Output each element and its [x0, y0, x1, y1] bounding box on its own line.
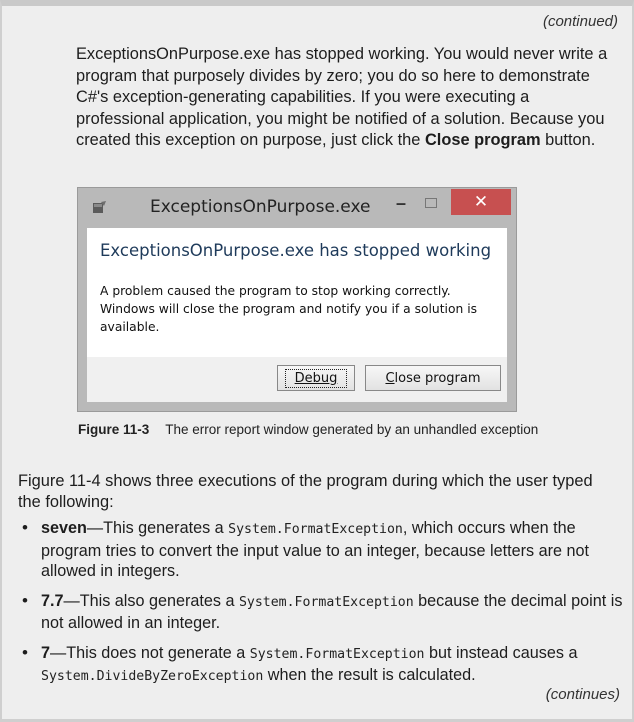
list-item: • 7—This does not generate a System.FormatException but instead causes a System.DivideByZeroException when the result is calculated. [18, 643, 624, 688]
continued-label: (continued) [542, 13, 618, 30]
dialog-title: ExceptionsOnPurpose.exe [150, 197, 371, 217]
intro-bold-text: Close program [424, 131, 541, 149]
dialog-titlebar[interactable] [78, 188, 516, 228]
intro-text: ExceptionsOnPurpose.exe has stopped working. You would never write a program that purposely divides by zero; you do so here to demonstrate C#'s exception-generating capabilities. If you were executing a professional application, you might be notified of a solution. Because you created this exception on purpose, just click the [76, 45, 608, 149]
debug-button[interactable] [277, 365, 355, 391]
figure-number: Figure 11-3 [78, 422, 150, 437]
close-program-button[interactable] [365, 365, 501, 391]
figure-caption-text: The error report window generated by an unhandled exception [165, 422, 539, 437]
close-program-mnemonic: C [385, 370, 395, 386]
bullet-list [18, 518, 624, 697]
list-item: • 7.7—This also generates a System.FormatException because the decimal point is not allowed in an integer. [18, 591, 624, 634]
close-program-label: lose program [394, 370, 481, 386]
dialog-heading: ExceptionsOnPurpose.exe has stopped working [100, 241, 492, 260]
list-item: • seven—This generates a System.FormatException, which occurs when the program tries to convert the input value to an integer, because letters are not allowed in integers. [18, 518, 624, 582]
maximize-icon [425, 198, 437, 208]
dialog-footer [87, 357, 507, 402]
continues-label: (continues) [545, 686, 620, 703]
error-dialog [77, 187, 517, 412]
figure-caption [78, 422, 538, 437]
intro-paragraph [76, 44, 616, 152]
application-icon [92, 200, 110, 216]
minimize-button[interactable]: – [395, 192, 406, 213]
close-window-button[interactable]: ✕ [451, 189, 511, 215]
dialog-body [87, 228, 507, 357]
debug-button-label: Debug [285, 369, 348, 388]
maximize-button[interactable] [418, 192, 444, 214]
body-paragraph: Figure 11-4 shows three executions of the program during which the user typed the following: [18, 472, 593, 511]
intro-text-end: button. [540, 131, 596, 149]
dialog-message: A problem caused the program to stop working correctly. Windows will close the program and notify you if a solution is available. [100, 284, 478, 334]
